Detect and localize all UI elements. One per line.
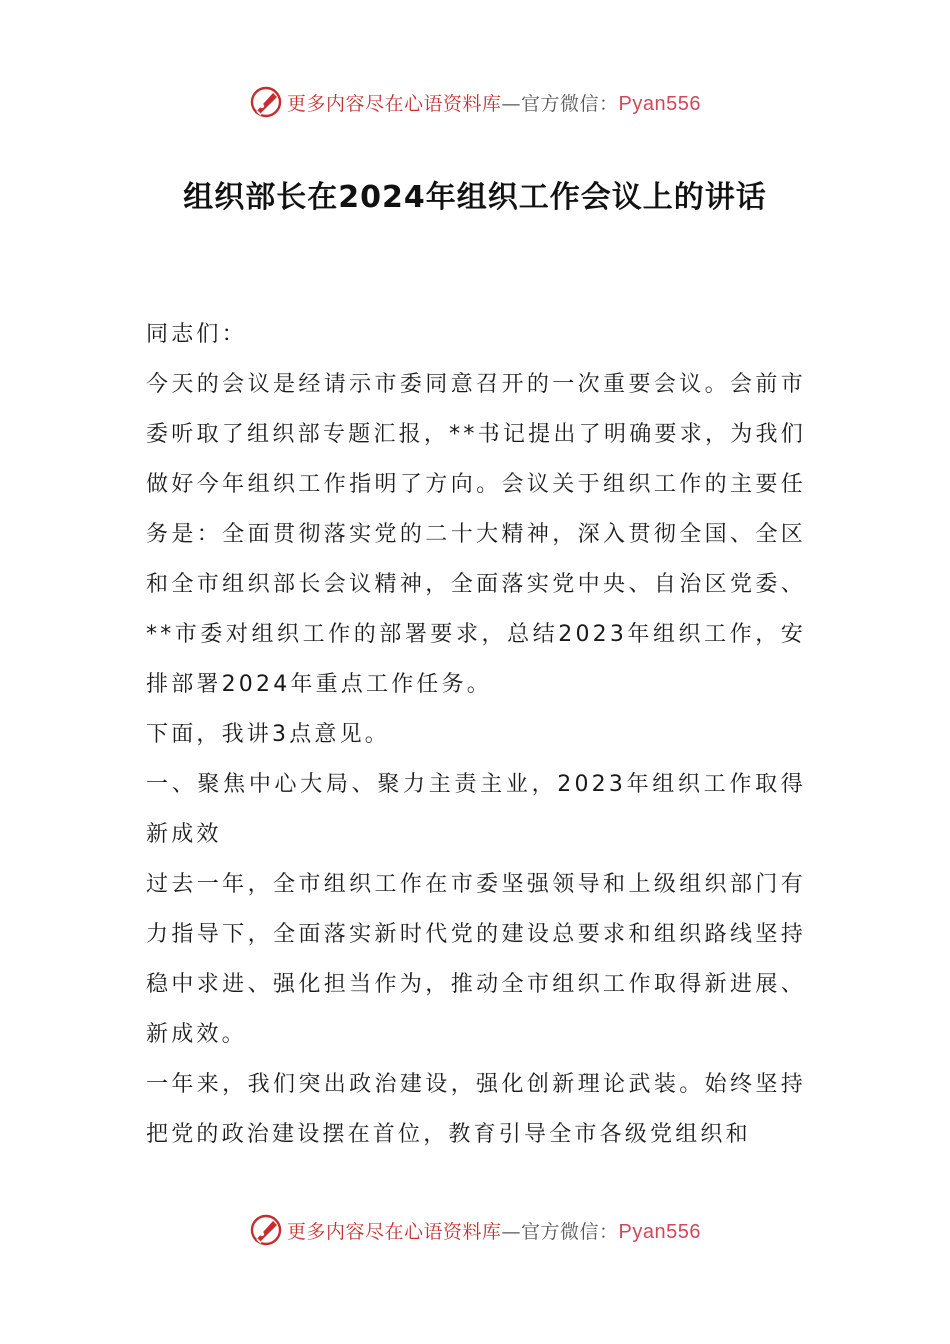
- banner-official-label: 官方微信：: [521, 1220, 619, 1243]
- banner-wechat-id: Pyan556: [618, 92, 701, 115]
- section-heading: 一、聚焦中心大局、聚力主责主业，2023年组织工作取得新成效: [146, 772, 806, 847]
- salutation: 同志们：: [146, 322, 247, 347]
- footer-watermark-banner: [0, 1208, 950, 1252]
- document-title: 组织部长在2024年组织工作会议上的讲话: [183, 180, 767, 215]
- body-paragraph: 今天的会议是经请示市委同意召开的一次重要会议。会前市委听取了组织部专题汇报，**书记提出了明确要求，为我们做好今年组织工作指明了方向。会议关于组织工作的主要任务是：全面贯彻落实党的二十大精神，深入贯彻全国、全区和全市组织部长会议精神，全面落实党中央、自治区党委、**市委对组织工作的部署要求，总结2023年组织工作，安排部署2024年重点工作任务。: [146, 372, 806, 697]
- banner-dash: —: [501, 1220, 522, 1243]
- banner-main-text: 更多内容尽在心语资料库: [287, 1220, 502, 1243]
- pen-logo-icon: [249, 1213, 283, 1247]
- document-body: [146, 310, 806, 1160]
- header-watermark-banner: [0, 80, 950, 124]
- body-paragraph: 下面，我讲3点意见。: [146, 722, 390, 747]
- banner-official-label: 官方微信：: [521, 92, 619, 115]
- pen-logo-icon: [249, 85, 283, 119]
- banner-dash: —: [501, 92, 522, 115]
- body-paragraph: 一年来，我们突出政治建设，强化创新理论武装。始终坚持把党的政治建设摆在首位，教育引导全市各级党组织和: [146, 1072, 806, 1147]
- body-paragraph: 过去一年，全市组织工作在市委坚强领导和上级组织部门有力指导下，全面落实新时代党的建设总要求和组织路线坚持稳中求进、强化担当作为，推动全市组织工作取得新进展、新成效。: [146, 872, 806, 1047]
- banner-wechat-id: Pyan556: [618, 1220, 701, 1243]
- banner-main-text: 更多内容尽在心语资料库: [287, 92, 502, 115]
